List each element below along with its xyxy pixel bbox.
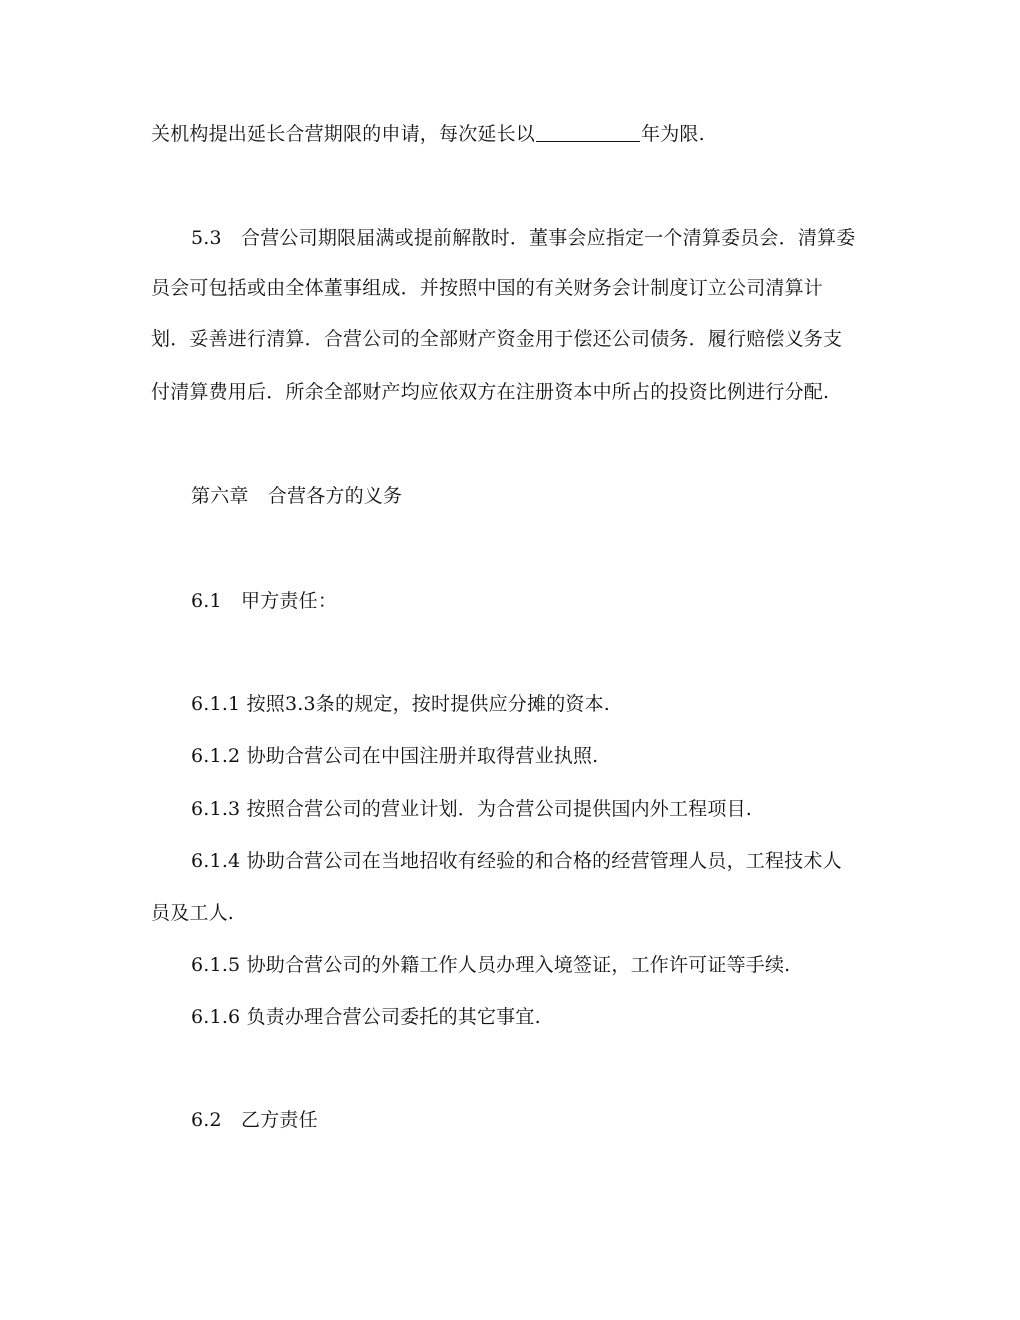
item-6-1-6: 6.1.6 负责办理合营公司委托的其它事宜. (191, 1006, 541, 1028)
paragraph-5-3-line-4: 付清算费用后．所余全部财产均应依双方在注册资本中所占的投资比例进行分配. (151, 381, 830, 403)
section-6-1-heading: 6.1 甲方责任： (191, 590, 338, 612)
item-6-1-5: 6.1.5 协助合营公司的外籍工作人员办理入境签证，工作许可证等手续. (191, 954, 791, 976)
section-6-2-heading: 6.2 乙方责任 (191, 1109, 318, 1131)
extension-text: 关机构提出延长合营期限的申请，每次延长以 (151, 123, 536, 145)
paragraph-5-3-line-1: 5.3 合营公司期限届满或提前解散时．董事会应指定一个清算委员会．清算委 (191, 227, 856, 249)
paragraph-5-3-line-3: 划．妥善进行清算．合营公司的全部财产资金用于偿还公司债务．履行赔偿义务支 (151, 328, 843, 350)
extension-years-blank (536, 123, 640, 142)
item-6-1-3: 6.1.3 按照合营公司的营业计划．为合营公司提供国内外工程项目. (191, 798, 753, 820)
paragraph-5-3-line-2: 员会可包括或由全体董事组成．并按照中国的有关财务会计制度订立公司清算计 (151, 277, 824, 299)
item-6-1-1: 6.1.1 按照3.3条的规定，按时提供应分摊的资本. (191, 693, 611, 715)
item-6-1-4-line-1: 6.1.4 协助合营公司在当地招收有经验的和合格的经营管理人员，工程技术人 (191, 850, 842, 872)
item-6-1-2: 6.1.2 协助合营公司在中国注册并取得营业执照. (191, 745, 599, 767)
chapter-6-heading: 第六章 合营各方的义务 (191, 485, 403, 507)
item-6-1-4-line-2: 员及工人. (151, 902, 235, 924)
paragraph-5-2-continuation (151, 122, 881, 146)
extension-text-end: 年为限. (641, 123, 705, 145)
